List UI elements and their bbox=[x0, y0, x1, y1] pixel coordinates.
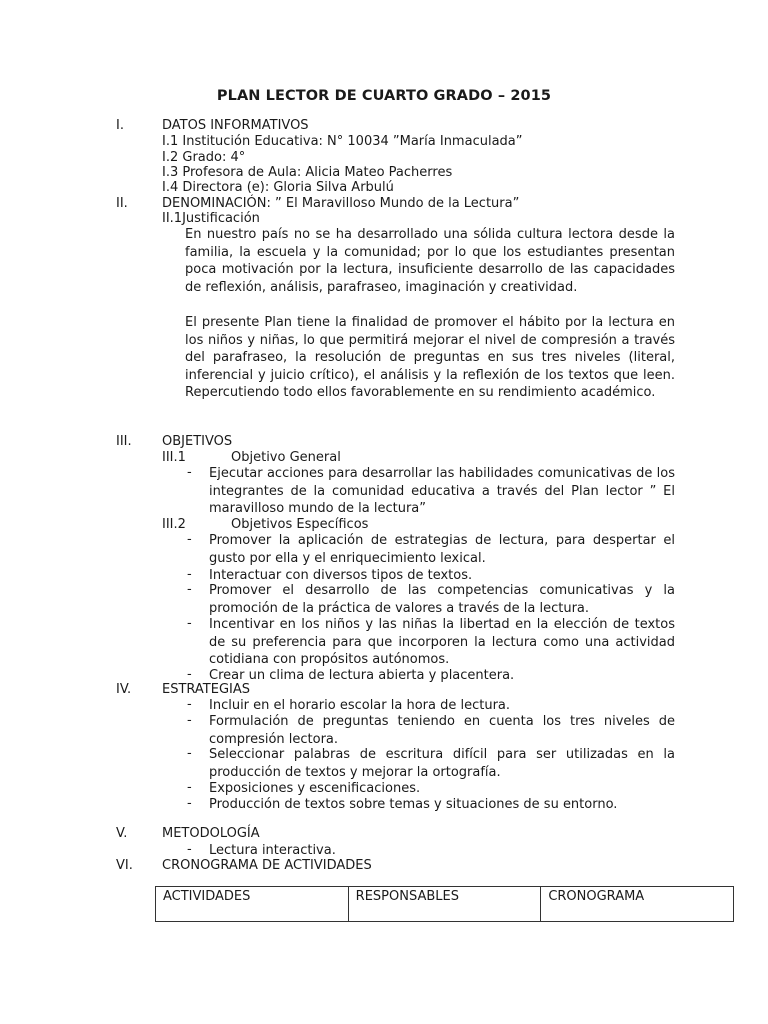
bullet-dash: - bbox=[187, 465, 192, 480]
list-item-text: Ejecutar acciones para desarrollar las habilidades comunicativas de los integrantes de la comunidad educativa a través del Plan lector ” El maravilloso mundo de la lectura” bbox=[209, 466, 675, 516]
subsection-number: III.2 bbox=[162, 517, 186, 532]
section-number: VI. bbox=[116, 858, 133, 873]
section-number: I. bbox=[116, 118, 124, 133]
list-item-text: Promover el desarrollo de las competencias comunicativas y la promoción de la práctica de valores a través de la lectura. bbox=[209, 583, 675, 616]
bullet-dash: - bbox=[187, 713, 192, 728]
list-item-text: Formulación de preguntas teniendo en cuenta los tres niveles de compresión lectora. bbox=[209, 714, 675, 747]
subsection-heading: Objetivo General bbox=[231, 450, 341, 465]
list-item-text: Incluir en el horario escolar la hora de lectura. bbox=[209, 698, 511, 713]
list-item-text: Interactuar con diversos tipos de textos. bbox=[209, 568, 473, 583]
list-item-text: Incentivar en los niños y las niñas la libertad en la elección de textos de su preferencia para que incorporen la lectura como una actividad cotidiana con propósitos autónomos. bbox=[209, 617, 675, 667]
bullet-dash: - bbox=[187, 582, 192, 597]
section-number: IV. bbox=[116, 682, 132, 697]
info-item: I.4 Directora (e): Gloria Silva Arbulú bbox=[162, 180, 394, 195]
section-number: V. bbox=[116, 826, 128, 841]
bullet-dash: - bbox=[187, 746, 192, 761]
bullet-dash: - bbox=[187, 532, 192, 547]
section-heading: OBJETIVOS bbox=[162, 434, 233, 449]
bullet-dash: - bbox=[187, 616, 192, 631]
subsection-heading: Objetivos Específicos bbox=[231, 517, 369, 532]
list-item-text: Producción de textos sobre temas y situaciones de su entorno. bbox=[209, 797, 618, 812]
section-heading: ESTRATEGIAS bbox=[162, 682, 251, 697]
info-item: I.1 Institución Educativa: N° 10034 ”María Inmaculada” bbox=[162, 134, 523, 149]
bullet-dash: - bbox=[187, 842, 192, 857]
info-item: I.2 Grado: 4° bbox=[162, 150, 246, 165]
section-number: III. bbox=[116, 434, 132, 449]
section-heading: DATOS INFORMATIVOS bbox=[162, 118, 309, 133]
subsection-number: III.1 bbox=[162, 450, 186, 465]
list-item-text: Seleccionar palabras de escritura difícil para ser utilizadas en la producción de textos y mejorar la ortografía. bbox=[209, 747, 675, 780]
table-header-row bbox=[156, 887, 734, 922]
bullet-dash: - bbox=[187, 780, 192, 795]
table-header-cell: CRONOGRAMA bbox=[541, 887, 734, 922]
list-item-text: Crear un clima de lectura abierta y placentera. bbox=[209, 668, 515, 683]
bullet-dash: - bbox=[187, 567, 192, 582]
list-item-text: Lectura interactiva. bbox=[209, 843, 336, 858]
justification-paragraph: El presente Plan tiene la finalidad de promover el hábito por la lectura en los niños y niñas, lo que permitirá mejorar el nivel de compresión a través del parafraseo, la resolución de preguntas en sus tres niveles (literal, inferencial y juicio crítico), el análisis y la reflexión de los textos que leen. Repercutiendo todo ellos favorablemente en su rendimiento académico. bbox=[185, 315, 675, 400]
list-item-text: Promover la aplicación de estrategias de lectura, para despertar el gusto por ella y el enriquecimiento lexical. bbox=[209, 533, 675, 566]
bullet-dash: - bbox=[187, 697, 192, 712]
justification-paragraph: En nuestro país no se ha desarrollado una sólida cultura lectora desde la familia, la escuela y la comunidad; por lo que los estudiantes presentan poca motivación por la lectura, insuficiente desarrollo de las capacidades de reflexión, análisis, parafraseo, imaginación y creatividad. bbox=[185, 227, 675, 295]
table-header-cell: ACTIVIDADES bbox=[156, 887, 349, 922]
schedule-table bbox=[155, 886, 734, 922]
section-heading: DENOMINACIÓN: ” El Maravilloso Mundo de la Lectura” bbox=[162, 196, 520, 211]
section-heading: CRONOGRAMA DE ACTIVIDADES bbox=[162, 858, 372, 873]
bullet-dash: - bbox=[187, 667, 192, 682]
section-number: II. bbox=[116, 196, 128, 211]
bullet-dash: - bbox=[187, 796, 192, 811]
document-title: PLAN LECTOR DE CUARTO GRADO – 2015 bbox=[216, 88, 552, 104]
subsection-heading: II.1Justificación bbox=[162, 211, 260, 226]
info-item: I.3 Profesora de Aula: Alicia Mateo Pacherres bbox=[162, 165, 453, 180]
table-header-cell: RESPONSABLES bbox=[348, 887, 541, 922]
list-item-text: Exposiciones y escenificaciones. bbox=[209, 781, 421, 796]
section-heading: METODOLOGÍA bbox=[162, 826, 260, 841]
